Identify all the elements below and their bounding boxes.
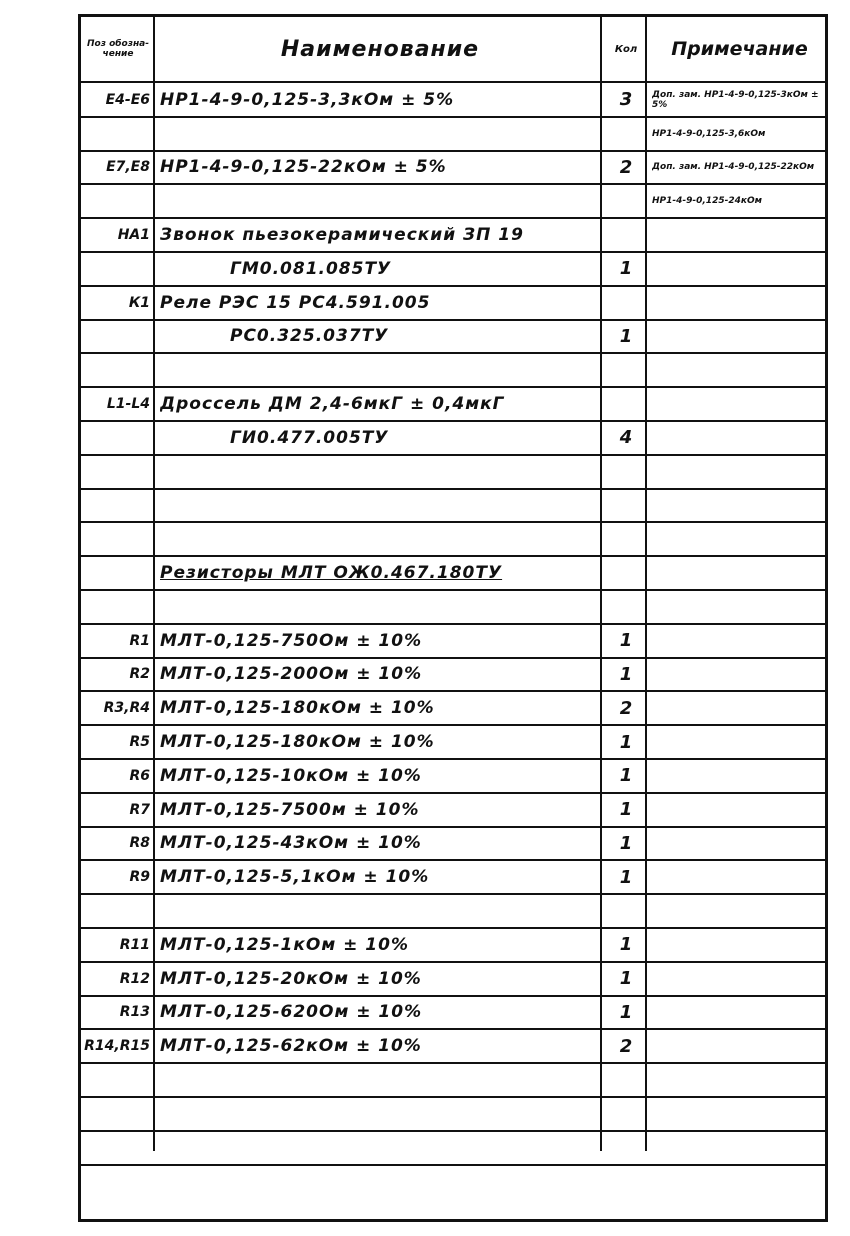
cell-qty: 1 (619, 1001, 633, 1023)
cell-qty (607, 184, 645, 218)
cell-designation (83, 489, 153, 523)
cell-name (160, 455, 600, 489)
cell-designation (83, 1131, 153, 1165)
cell-designation: R11 (119, 936, 150, 953)
row-divider (81, 1164, 825, 1166)
cell-designation: R13 (119, 1004, 150, 1021)
cell-qty: 4 (619, 427, 633, 449)
cell-note (652, 996, 827, 1030)
cell-designation: R7 (129, 801, 150, 818)
cell-name (160, 489, 600, 523)
cell-name: МЛТ-0,125-620Ом ± 10% (160, 1002, 423, 1023)
cell-qty: 1 (619, 258, 633, 280)
cell-name: РС0.325.037ТУ (230, 326, 389, 347)
cell-qty: 1 (619, 799, 633, 821)
cell-qty (607, 455, 645, 489)
cell-designation: R5 (129, 734, 150, 751)
cell-name: Звонок пьезокерамический ЗП 19 (160, 225, 524, 246)
header-qty: Кол (614, 43, 638, 55)
cell-note (652, 894, 827, 928)
cell-name: МЛТ-0,125-7500м ± 10% (160, 799, 420, 820)
cell-name: МЛТ-0,125-20кОм ± 10% (160, 968, 422, 989)
cell-qty (607, 387, 645, 421)
cell-name (160, 353, 600, 387)
cell-note (652, 455, 827, 489)
cell-designation: Е4-Е6 (105, 91, 150, 108)
cell-designation (83, 184, 153, 218)
cell-designation (83, 894, 153, 928)
cell-note (652, 793, 827, 827)
cell-designation: R8 (129, 835, 150, 852)
cell-designation: Е7,Е8 (106, 159, 150, 176)
cell-name: МЛТ-0,125-43кОм ± 10% (160, 833, 422, 854)
cell-qty: 1 (619, 663, 633, 685)
specification-sheet (78, 14, 828, 1222)
cell-name: МЛТ-0,125-180кОм ± 10% (160, 732, 435, 753)
cell-designation: К1 (128, 294, 150, 311)
cell-qty: 1 (619, 832, 633, 854)
cell-note (652, 218, 827, 252)
cell-designation: R9 (129, 869, 150, 886)
cell-name (160, 894, 600, 928)
cell-note (652, 962, 827, 996)
column-divider (645, 17, 647, 1151)
cell-designation: R1 (129, 632, 150, 649)
cell-note (652, 252, 827, 286)
cell-note (652, 759, 827, 793)
cell-designation: НА1 (117, 227, 150, 244)
cell-note (652, 522, 827, 556)
cell-qty (607, 1097, 645, 1131)
cell-designation: L1-L4 (106, 396, 150, 413)
cell-qty: 1 (619, 934, 633, 956)
cell-qty: 3 (619, 89, 633, 111)
cell-qty: 1 (619, 765, 633, 787)
cell-qty (607, 218, 645, 252)
cell-note (652, 286, 827, 320)
cell-note: Доп. зам. НР1-4-9-0,125-22кОм (652, 162, 815, 173)
cell-name (160, 117, 600, 151)
cell-qty: 2 (619, 156, 633, 178)
cell-note (652, 1097, 827, 1131)
cell-qty (607, 522, 645, 556)
cell-note (652, 691, 827, 725)
cell-note: НР1-4-9-0,125-24кОм (652, 196, 762, 207)
cell-note (652, 320, 827, 354)
cell-note (652, 489, 827, 523)
cell-designation (83, 455, 153, 489)
cell-designation: R6 (129, 767, 150, 784)
cell-name: НР1-4-9-0,125-3,3кОм ± 5% (160, 89, 455, 110)
cell-qty: 1 (619, 866, 633, 888)
cell-qty (607, 353, 645, 387)
cell-designation (83, 522, 153, 556)
cell-name (160, 1131, 600, 1165)
cell-designation: R14,R15 (84, 1038, 150, 1055)
cell-qty: 1 (619, 968, 633, 990)
cell-note (652, 725, 827, 759)
cell-name (160, 1097, 600, 1131)
cell-name: МЛТ-0,125-62кОм ± 10% (160, 1036, 422, 1057)
cell-qty (607, 556, 645, 590)
cell-name: МЛТ-0,125-10кОм ± 10% (160, 765, 422, 786)
column-divider (600, 17, 602, 1151)
cell-note (652, 624, 827, 658)
cell-qty (607, 590, 645, 624)
cell-qty: 2 (619, 697, 633, 719)
cell-qty: 1 (619, 630, 633, 652)
cell-name: Резисторы МЛТ ОЖ0.467.180ТУ (160, 563, 503, 584)
cell-designation (83, 556, 153, 590)
cell-note (652, 1131, 827, 1165)
cell-designation (83, 320, 153, 354)
cell-note (652, 658, 827, 692)
cell-note: Доп. зам. НР1-4-9-0,125-3кОм ± 5% (652, 89, 819, 110)
cell-qty (607, 489, 645, 523)
cell-name: МЛТ-0,125-180кОм ± 10% (160, 698, 435, 719)
cell-designation (83, 590, 153, 624)
cell-note (652, 387, 827, 421)
cell-name: Реле РЭС 15 РС4.591.005 (160, 292, 431, 313)
cell-name: МЛТ-0,125-750Ом ± 10% (160, 630, 423, 651)
cell-name: МЛТ-0,125-1кОм ± 10% (160, 934, 410, 955)
cell-name: МЛТ-0,125-200Ом ± 10% (160, 664, 423, 685)
cell-note: НР1-4-9-0,125-3,6кОм (652, 128, 766, 139)
cell-designation (83, 421, 153, 455)
header-name: Наименование (280, 36, 480, 62)
column-divider (153, 17, 155, 1151)
cell-name (160, 522, 600, 556)
cell-note (652, 928, 827, 962)
cell-note (652, 860, 827, 894)
cell-name: НР1-4-9-0,125-22кОм ± 5% (160, 157, 447, 178)
cell-qty (607, 1131, 645, 1165)
cell-designation: R3,R4 (103, 700, 150, 717)
header-designation: Поз обозна- чение (87, 39, 149, 59)
cell-qty (607, 286, 645, 320)
cell-designation (83, 117, 153, 151)
cell-note (652, 556, 827, 590)
cell-name: ГИ0.477.005ТУ (230, 427, 389, 448)
cell-note (652, 1063, 827, 1097)
cell-note (652, 590, 827, 624)
cell-designation: R2 (129, 666, 150, 683)
cell-designation (83, 1097, 153, 1131)
cell-note (652, 827, 827, 861)
cell-name: ГМ0.081.085ТУ (230, 258, 392, 279)
cell-note (652, 1029, 827, 1063)
cell-name (160, 184, 600, 218)
cell-qty: 1 (619, 325, 633, 347)
cell-qty (607, 117, 645, 151)
cell-note (652, 353, 827, 387)
cell-designation: R12 (119, 970, 150, 987)
cell-designation (83, 1063, 153, 1097)
cell-qty (607, 894, 645, 928)
cell-name (160, 1063, 600, 1097)
cell-qty: 1 (619, 731, 633, 753)
cell-name (160, 590, 600, 624)
cell-designation (83, 252, 153, 286)
cell-qty: 2 (619, 1035, 633, 1057)
cell-qty (607, 1063, 645, 1097)
cell-designation (83, 353, 153, 387)
cell-name: Дроссель ДМ 2,4-6мкГ ± 0,4мкГ (160, 394, 505, 415)
cell-note (652, 421, 827, 455)
cell-name: МЛТ-0,125-5,1кОм ± 10% (160, 867, 430, 888)
header-note: Примечание (671, 38, 808, 60)
